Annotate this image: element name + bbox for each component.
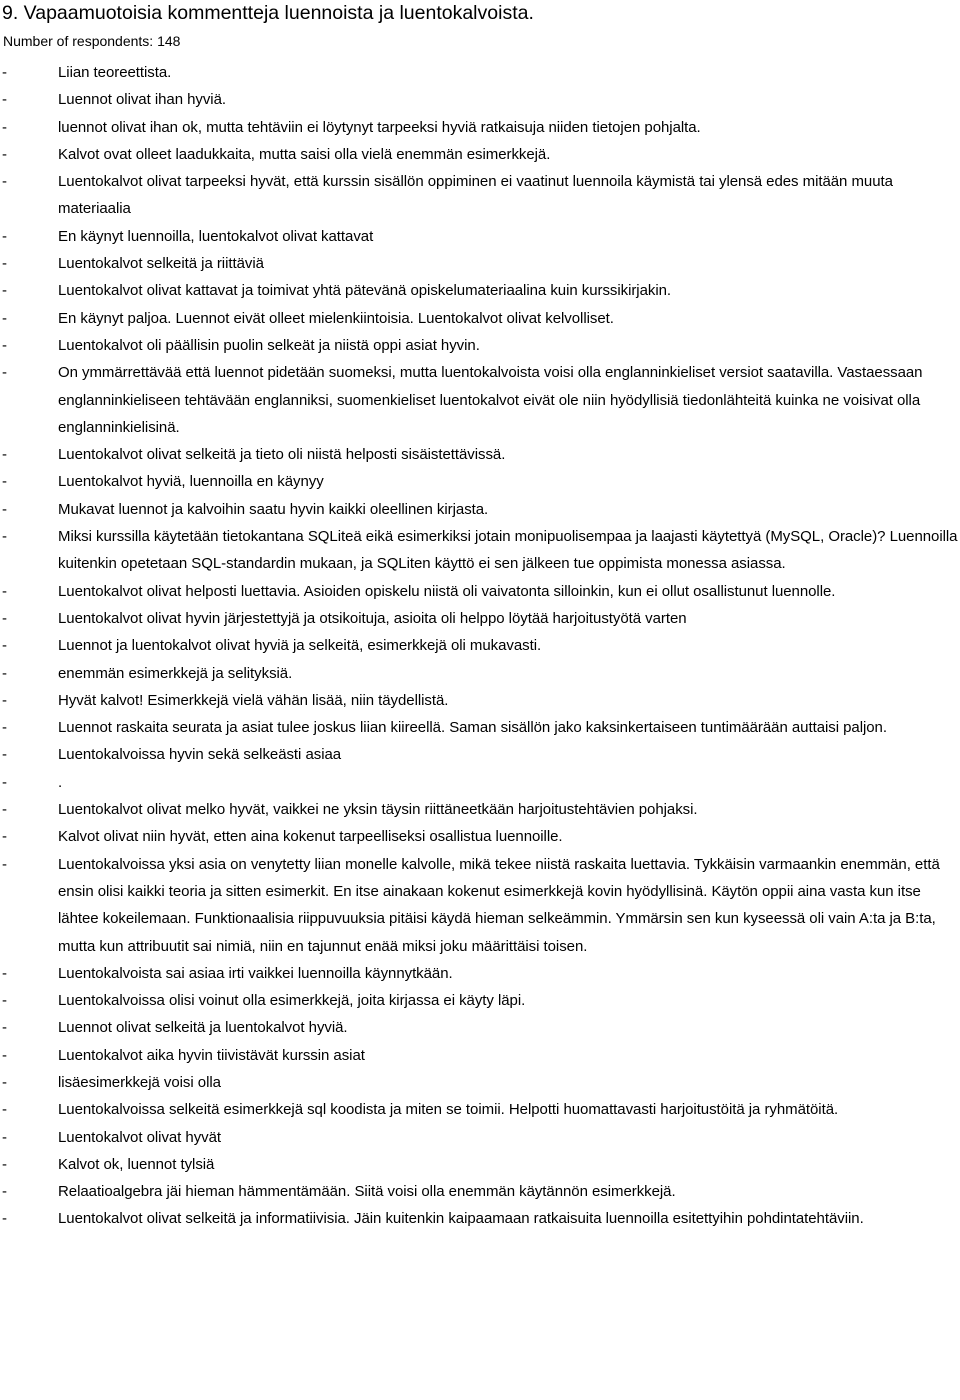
respondent-count: Number of respondents: 148 <box>3 33 181 49</box>
comment-item <box>0 1042 960 1069</box>
comment-text: Luentokalvot olivat kattavat ja toimivat yhtä pätevänä opiskelumateriaalina kuin kurssikirjakin. <box>58 282 672 300</box>
bullet-dash: - <box>2 609 7 627</box>
comment-text: Luentokalvot olivat tarpeeksi hyvät, että kurssin sisällön oppiminen ei vaatinut luennoila käymistä tai ylensä edes mitään muuta materiaalia <box>58 173 893 218</box>
comment-text: Luentokalvot selkeitä ja riittäviä <box>58 255 264 273</box>
comment-text: Luentokalvoissa selkeitä esimerkkejä sql koodista ja miten se toimii. Helpotti huomattavasti harjoitustöitä ja ryhmätöitä. <box>58 1101 839 1119</box>
comment-text: Luentokalvot olivat selkeitä ja informatiivisia. Jäin kuitenkin kaipaamaan ratkaisuita luennoilla esitettyihin pohdintatehtäviin. <box>58 1210 864 1228</box>
comment-item <box>0 523 960 578</box>
comment-item <box>0 660 960 687</box>
comment-item <box>0 1069 960 1096</box>
bullet-dash: - <box>2 801 7 819</box>
comment-text: En käynyt luennoilla, luentokalvot olivat kattavat <box>58 227 374 245</box>
bullet-dash: - <box>2 746 7 764</box>
comment-text: Luennot olivat ihan hyviä. <box>58 91 226 109</box>
comment-text: . <box>58 773 63 791</box>
comment-item <box>0 960 960 987</box>
bullet-dash: - <box>2 964 7 982</box>
bullet-dash: - <box>2 1128 7 1146</box>
bullet-dash: - <box>2 1155 7 1173</box>
bullet-dash: - <box>2 255 7 273</box>
comment-item <box>0 605 960 632</box>
comment-text: enemmän esimerkkejä ja selityksiä. <box>58 664 293 682</box>
comment-item <box>0 1124 960 1151</box>
comment-item <box>0 441 960 468</box>
bullet-dash: - <box>2 364 7 382</box>
comment-item <box>0 1178 960 1205</box>
comment-item <box>0 741 960 768</box>
comment-text: Luentokalvoissa yksi asia on venytetty liian monelle kalvolle, mikä tekee niistä raskaita luettavia. Tykkäisin varmaankin enemmän, että ensin olisi kaikki teoria ja sitten esimerkit. En itse ainakaan kokenut esimerkkejä kovin hyödyllisinä. Käytön oppii aina vasta kun itse lähtee kokeilemaan. Funktionaalisia riippuvuuksia pitäisi käydä hieman selkeämmin. Ymmärsin sen kun kyseessä oli vain A:ta ja B:ta, mutta kun attribuutit sai nimiä, niin en tajunnut enää miksi joku määrittäisi toisen. <box>58 855 940 955</box>
comment-item <box>0 1151 960 1178</box>
bullet-dash: - <box>2 64 7 81</box>
comment-text: Luentokalvot oli päällisin puolin selkeät ja niistä oppi asiat hyvin. <box>58 336 480 354</box>
comment-item <box>0 250 960 277</box>
bullet-dash: - <box>2 1019 7 1037</box>
bullet-dash: - <box>2 1046 7 1064</box>
comment-text: Luentokalvot olivat hyvät <box>58 1128 222 1146</box>
comment-text: Luentokalvoista sai asiaa irti vaikkei luennoilla käynnytkään. <box>58 964 453 982</box>
comment-text: Kalvot ok, luennot tylsiä <box>58 1155 215 1173</box>
comment-item <box>0 796 960 823</box>
comment-item <box>0 851 960 960</box>
bullet-dash: - <box>2 1183 7 1201</box>
bullet-dash: - <box>2 582 7 600</box>
comment-item <box>0 168 960 223</box>
comment-item <box>0 578 960 605</box>
comment-text: Relaatioalgebra jäi hieman hämmentämään. Siitä voisi olla enemmän käytännön esimerkkejä. <box>58 1183 676 1201</box>
bullet-dash: - <box>2 173 7 191</box>
comment-text: Liian teoreettista. <box>58 64 172 81</box>
bullet-dash: - <box>2 336 7 354</box>
bullet-dash: - <box>2 1073 7 1091</box>
comment-item <box>0 468 960 495</box>
comment-item <box>0 632 960 659</box>
bullet-dash: - <box>2 855 7 873</box>
comment-item <box>0 987 960 1014</box>
comment-text: Luentokalvoissa hyvin sekä selkeästi asiaa <box>58 746 342 764</box>
bullet-dash: - <box>2 828 7 846</box>
bullet-dash: - <box>2 118 7 136</box>
comment-text: Luennot ja luentokalvot olivat hyviä ja selkeitä, esimerkkejä oli mukavasti. <box>58 637 542 655</box>
bullet-dash: - <box>2 664 7 682</box>
comment-text: Miksi kurssilla käytetään tietokantana SQLiteä eikä esimerkiksi jotain monipuolisempaa ja laajasti käytettyä (MySQL, Oracle)? Luennoilla kuitenkin opetetaan SQL-standardin mukaan, ja SQLiten käyttö ei sen jälkeen tue oppimista monessa asiassa. <box>58 528 958 573</box>
bullet-dash: - <box>2 691 7 709</box>
comment-item <box>0 277 960 304</box>
bullet-dash: - <box>2 473 7 491</box>
comment-text: Luentokalvot olivat hyvin järjestettyjä ja otsikoituja, asioita oli helppo löytää harjoitustyötä varten <box>58 609 687 627</box>
comment-text: Luentokalvot olivat helposti luettavia. Asioiden opiskelu niistä oli vaivatonta silloinkin, kun ei ollut osallistunut luennolle. <box>58 582 836 600</box>
comment-list <box>0 59 960 1233</box>
bullet-dash: - <box>2 500 7 518</box>
comment-text: luennot olivat ihan ok, mutta tehtäviin ei löytynyt tarpeeksi hyviä ratkaisuja niiden tietojen pohjalta. <box>58 118 701 136</box>
comment-item <box>0 59 960 86</box>
comment-item <box>0 141 960 168</box>
bullet-dash: - <box>2 637 7 655</box>
bullet-dash: - <box>2 446 7 464</box>
comment-item <box>0 1014 960 1041</box>
bullet-dash: - <box>2 1210 7 1228</box>
comment-text: lisäesimerkkejä voisi olla <box>58 1073 221 1091</box>
comment-item <box>0 114 960 141</box>
comment-text: Luennot olivat selkeitä ja luentokalvot hyviä. <box>58 1019 348 1037</box>
comment-item <box>0 823 960 850</box>
comment-item <box>0 496 960 523</box>
comment-text: Kalvot ovat olleet laadukkaita, mutta saisi olla vielä enemmän esimerkkejä. <box>58 145 551 163</box>
comment-item <box>0 1096 960 1123</box>
bullet-dash: - <box>2 309 7 327</box>
comment-item <box>0 223 960 250</box>
comment-item <box>0 769 960 796</box>
bullet-dash: - <box>2 528 7 546</box>
bullet-dash: - <box>2 91 7 109</box>
comment-text: Kalvot olivat niin hyvät, etten aina kokenut tarpeelliseksi osallistua luennoille. <box>58 828 563 846</box>
bullet-dash: - <box>2 145 7 163</box>
comment-item <box>0 86 960 113</box>
bullet-dash: - <box>2 773 7 791</box>
comment-text: Luentokalvot olivat melko hyvät, vaikkei ne yksin täysin riittäneetkään harjoitustehtävien pohjaksi. <box>58 801 698 819</box>
comment-item <box>0 305 960 332</box>
comment-text: On ymmärrettävää että luennot pidetään suomeksi, mutta luentokalvoista voisi olla englanninkieliset versiot saatavilla. Vastaessaan englanninkieliseen tehtävään englanniksi, suomenkieliset luentokalvot eivät ole niin hyödyllisiä tiedonlähteitä kuinka ne voisivat olla englanninkielisinä. <box>58 364 923 436</box>
bullet-dash: - <box>2 227 7 245</box>
comment-item <box>0 687 960 714</box>
comment-item <box>0 714 960 741</box>
comment-text: En käynyt paljoa. Luennot eivät olleet mielenkiintoisia. Luentokalvot olivat kelvolliset. <box>58 309 614 327</box>
comment-text: Luentokalvot hyviä, luennoilla en käynyy <box>58 473 324 491</box>
comment-item <box>0 1205 960 1232</box>
question-heading: 9. Vapaamuotoisia kommentteja luennoista ja luentokalvoista. <box>2 2 534 24</box>
comment-text: Luentokalvoissa olisi voinut olla esimerkkejä, joita kirjassa ei käyty läpi. <box>58 992 526 1010</box>
comment-item <box>0 332 960 359</box>
comment-text: Luennot raskaita seurata ja asiat tulee joskus liian kiireellä. Saman sisällön jako kaksinkertaiseen tuntimäärään auttaisi paljon. <box>58 719 887 737</box>
comment-text: Luentokalvot olivat selkeitä ja tieto oli niistä helposti sisäistettävissä. <box>58 446 506 464</box>
bullet-dash: - <box>2 992 7 1010</box>
bullet-dash: - <box>2 282 7 300</box>
comment-text: Mukavat luennot ja kalvoihin saatu hyvin kaikki oleellinen kirjasta. <box>58 500 489 518</box>
bullet-dash: - <box>2 1101 7 1119</box>
comment-item <box>0 359 960 441</box>
comment-text: Hyvät kalvot! Esimerkkejä vielä vähän lisää, niin täydellistä. <box>58 691 449 709</box>
comment-text: Luentokalvot aika hyvin tiivistävät kurssin asiat <box>58 1046 365 1064</box>
bullet-dash: - <box>2 719 7 737</box>
